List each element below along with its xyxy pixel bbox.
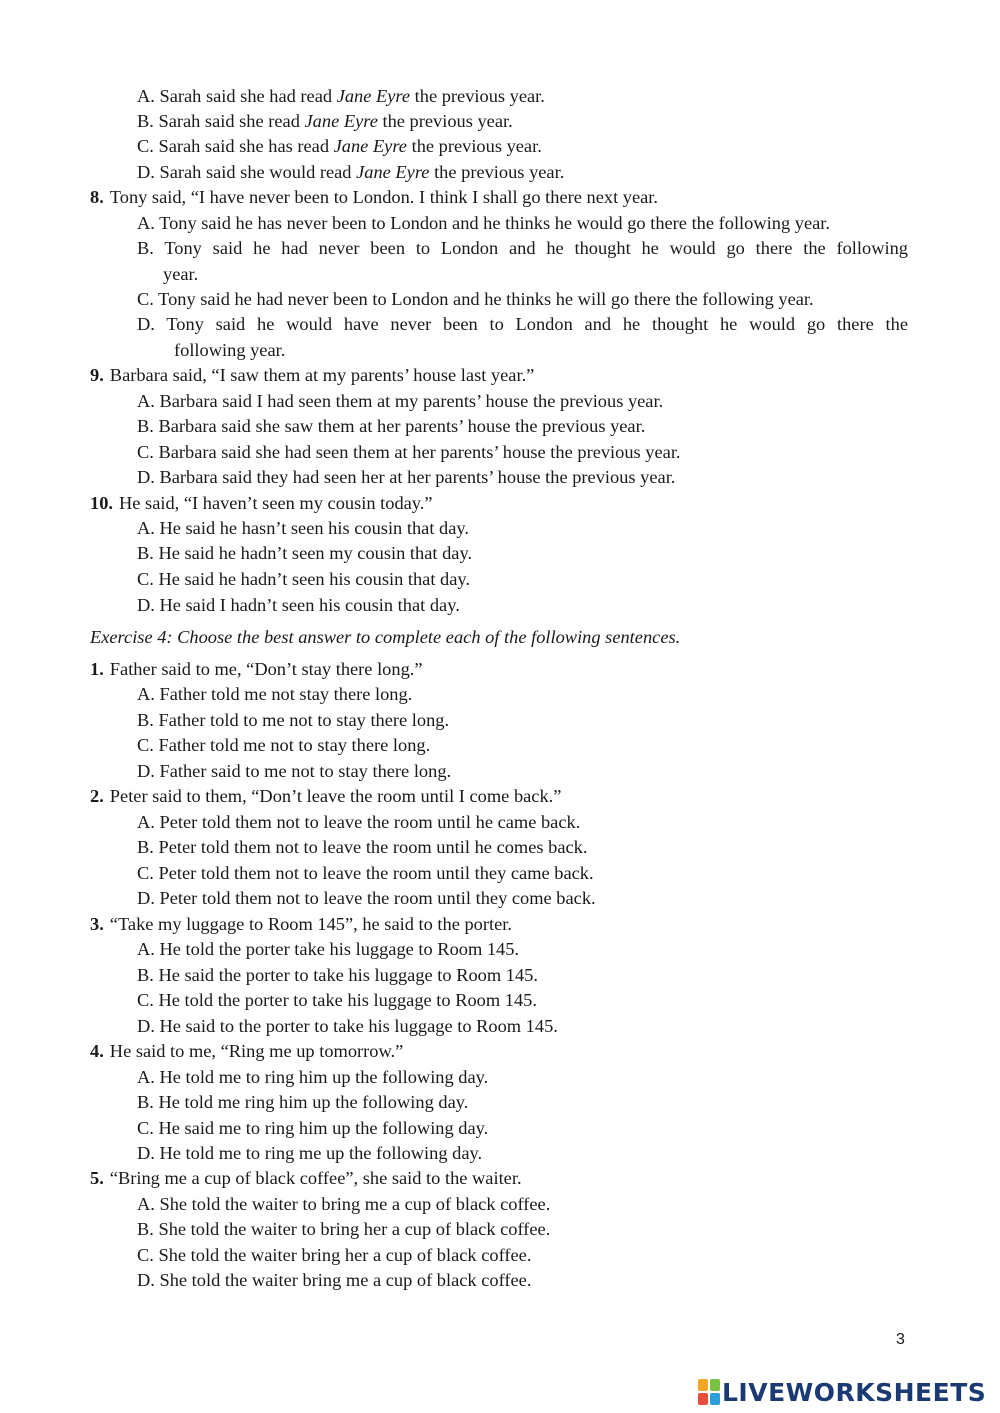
ex4-q1-option-c: C. Father told me not to stay there long. [137,735,431,755]
ex4-q1-option-d: D. Father said to me not to stay there long. [137,761,452,781]
ex4-q3-question: 3. “Take my luggage to Room 145”, he said to the porter. [90,914,512,934]
q8-option-d: D. Tony said he would have never been to London and he thought he would go there the [137,314,908,334]
ex4-q3-option-b: B. He said the porter to take his luggage to Room 145. [137,965,538,985]
ex4-q4-option-d: D. He told me to ring me up the following day. [137,1143,483,1163]
q10-option-b: B. He said he hadn’t seen my cousin that day. [137,543,473,563]
q10-option-d: D. He said I hadn’t seen his cousin that day. [137,595,460,615]
ex4-q2-question: 2. Peter said to them, “Don’t leave the room until I come back.” [90,786,562,806]
ex4-q4-option-b: B. He told me ring him up the following day. [137,1092,469,1112]
q7-option-d: D. Sarah said she would read Jane Eyre the previous year. [137,162,565,182]
liveworksheets-mark-icon [698,1379,720,1405]
q9-option-d: D. Barbara said they had seen her at her parents’ house the previous year. [137,467,676,487]
ex4-q4-option-a: A. He told me to ring him up the following day. [137,1067,489,1087]
ex4-q5-option-c: C. She told the waiter bring her a cup of black coffee. [137,1245,532,1265]
q8-question: 8. Tony said, “I have never been to London. I think I shall go there next year. [90,187,659,207]
brand-name: LIVEWORKSHEETS [722,1377,987,1407]
exercise-4-heading: Exercise 4: Choose the best answer to complete each of the following sentences. [90,627,681,647]
liveworksheets-logo [698,1376,986,1408]
ex4-q5-question: 5. “Bring me a cup of black coffee”, she said to the waiter. [90,1168,522,1188]
page-number: 3 [896,1331,905,1348]
ex4-q1-question: 1. Father said to me, “Don’t stay there long.” [90,659,423,679]
ex4-q2-option-b: B. Peter told them not to leave the room until he comes back. [137,837,588,857]
q10-question: 10. He said, “I haven’t seen my cousin today.” [90,493,433,513]
q8-option-c: C. Tony said he had never been to London and he thinks he will go there the following year. [137,289,814,309]
ex4-q3-option-a: A. He told the porter take his luggage to Room 145. [137,939,520,959]
ex4-q5-option-d: D. She told the waiter bring me a cup of black coffee. [137,1270,532,1290]
ex4-q2-option-c: C. Peter told them not to leave the room until they came back. [137,863,594,883]
q8-option-a: A. Tony said he has never been to London and he thinks he would go there the following year. [137,213,830,233]
ex4-q1-option-a: A. Father told me not stay there long. [137,684,413,704]
ex4-q3-option-d: D. He said to the porter to take his luggage to Room 145. [137,1016,558,1036]
q9-option-b: B. Barbara said she saw them at her parents’ house the previous year. [137,416,646,436]
ex4-q2-option-d: D. Peter told them not to leave the room until they come back. [137,888,596,908]
ex4-q1-option-b: B. Father told to me not to stay there long. [137,710,450,730]
q10-option-a: A. He said he hasn’t seen his cousin that day. [137,518,469,538]
ex4-q4-question: 4. He said to me, “Ring me up tomorrow.” [90,1041,404,1061]
q7-option-c: C. Sarah said she has read Jane Eyre the previous year. [137,136,542,156]
q9-question: 9. Barbara said, “I saw them at my parents’ house last year.” [90,365,535,385]
q10-option-c: C. He said he hadn’t seen his cousin that day. [137,569,471,589]
q7-option-b: B. Sarah said she read Jane Eyre the previous year. [137,111,513,131]
ex4-q3-option-c: C. He told the porter to take his luggage to Room 145. [137,990,537,1010]
ex4-q5-option-a: A. She told the waiter to bring me a cup of black coffee. [137,1194,551,1214]
q9-option-a: A. Barbara said I had seen them at my parents’ house the previous year. [137,391,664,411]
q8-option-b: B. Tony said he had never been to London and he thought he would go there the following [137,238,908,258]
ex4-q5-option-b: B. She told the waiter to bring her a cup of black coffee. [137,1219,551,1239]
q7-option-a: A. Sarah said she had read Jane Eyre the previous year. [137,86,545,106]
q9-option-c: C. Barbara said she had seen them at her parents’ house the previous year. [137,442,681,462]
q8-option-d-cont: following year. [174,340,286,360]
q8-option-b-cont: year. [163,264,199,284]
ex4-q2-option-a: A. Peter told them not to leave the room until he came back. [137,812,581,832]
ex4-q4-option-c: C. He said me to ring him up the following day. [137,1118,489,1138]
